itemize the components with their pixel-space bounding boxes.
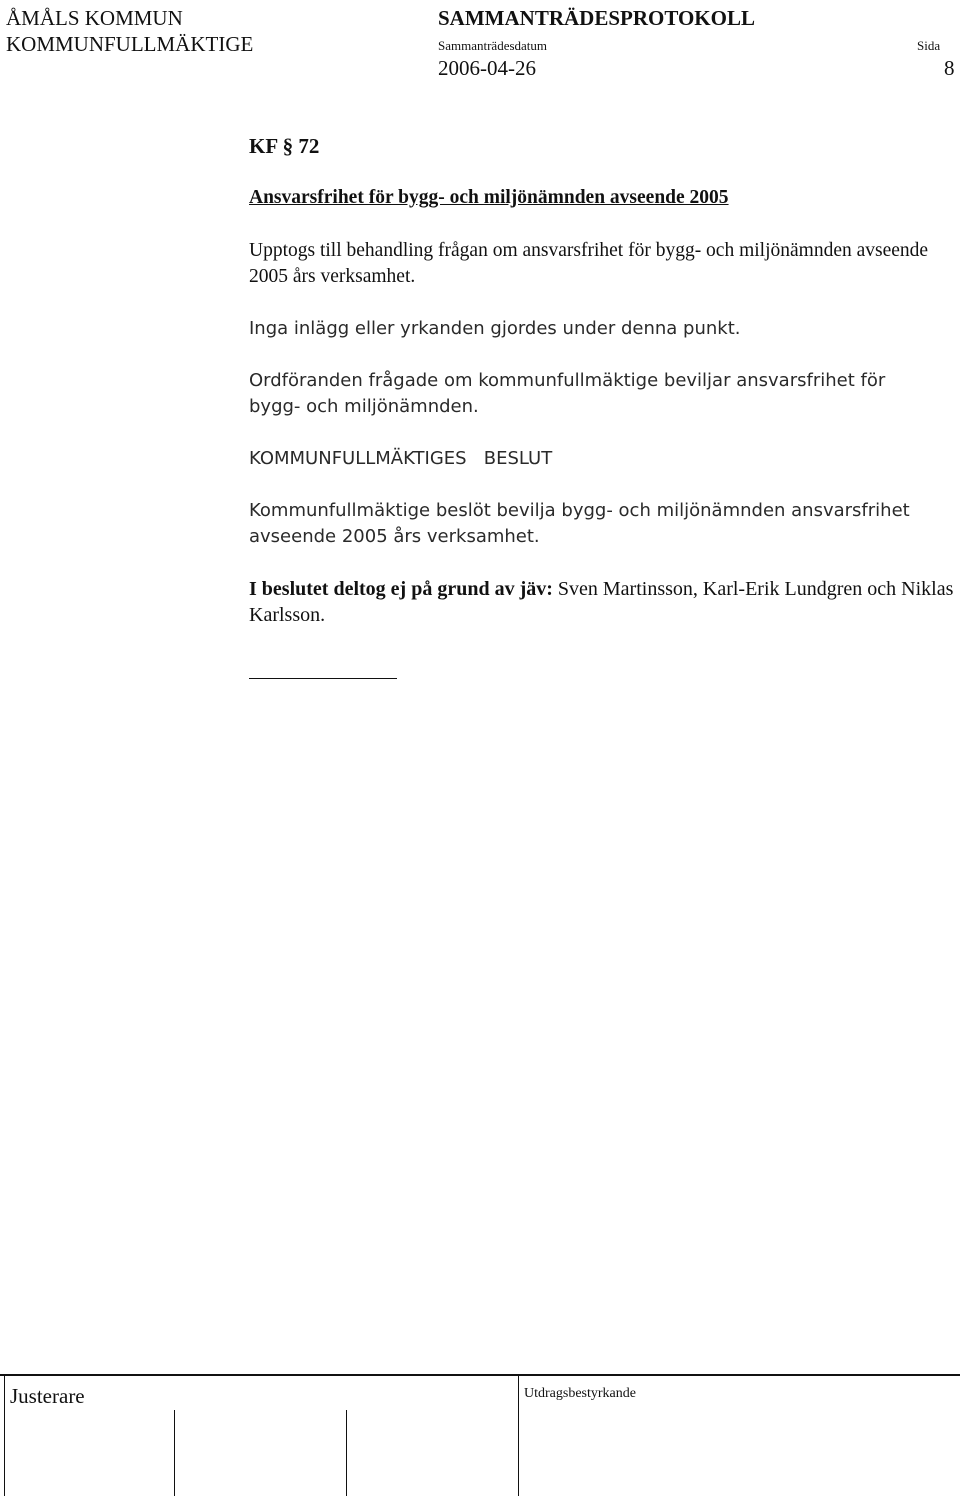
decision-heading: KOMMUNFULLMÄKTIGES BESLUT [249, 448, 553, 469]
date-label: Sammanträdesdatum [438, 38, 548, 53]
page-number: 8 [944, 56, 955, 80]
footer-box-divider [518, 1376, 519, 1496]
signature-line [249, 678, 397, 679]
footer-top-rule [0, 1374, 960, 1376]
disqualification-label: I beslutet deltog ej på grund av jäv: [249, 578, 553, 600]
section-number: KF § 72 [249, 134, 320, 158]
body-name: KOMMUNFULLMÄKTIGE [6, 32, 254, 56]
doc-type: SAMMANTRÄDESPROTOKOLL [438, 6, 755, 30]
footer-box-left [4, 1376, 5, 1496]
utdrag-label: Utdragsbestyrkande [524, 1386, 636, 1401]
section-title: Ansvarsfrihet för bygg- och miljönämnden avseende 2005 [249, 187, 729, 208]
org-name: ÅMÅLS KOMMUN [6, 6, 183, 30]
disqualification-names: Sven Martinsson, Karl-Erik Lundgren och Niklas Karlsson. [249, 578, 954, 626]
paragraph-intro: Upptogs till behandling frågan om ansvarsfrihet för bygg- och miljönämnden avseende 2005 års verksamhet. [249, 240, 929, 287]
meeting-date: 2006-04-26 [438, 56, 536, 80]
page-label: Sida [917, 38, 941, 53]
paragraph-no-motions: Inga inlägg eller yrkanden gjordes under denna punkt. [249, 318, 741, 339]
justerare-label: Justerare [10, 1384, 85, 1408]
disqualification-note [249, 576, 954, 628]
paragraph-chair-question: Ordföranden frågade om kommunfullmäktige beviljar ansvarsfrihet för bygg- och miljönämnden. [249, 370, 886, 417]
signature-box-divider-2 [346, 1410, 347, 1496]
signature-box-divider-1 [174, 1410, 175, 1496]
decision-text: Kommunfullmäktige beslöt bevilja bygg- och miljönämnden ansvarsfrihet avseende 2005 års verksamhet. [249, 500, 910, 547]
